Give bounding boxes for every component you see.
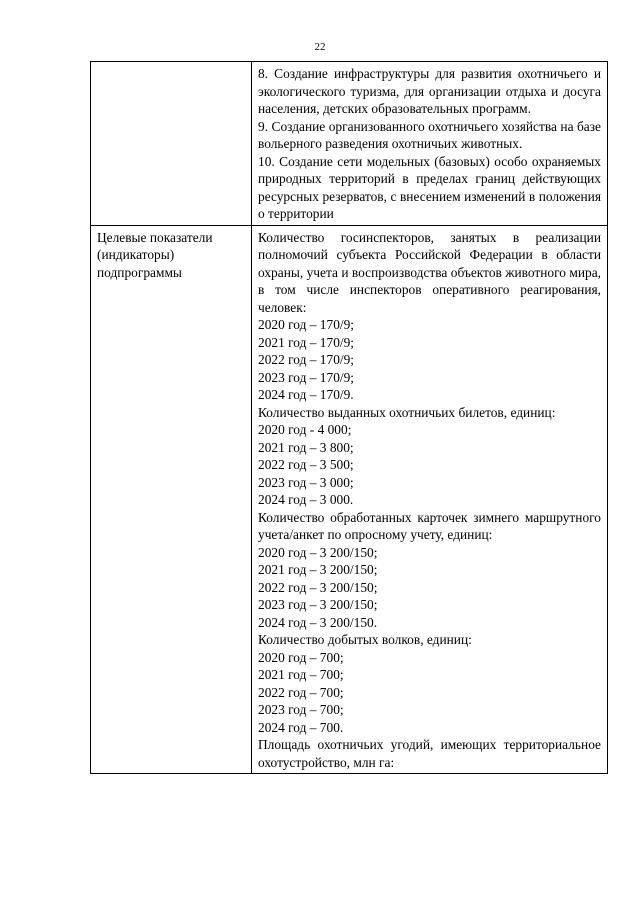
indicator-value: 2021 год – 700;	[258, 667, 344, 682]
measure-item-9: 9. Создание организованного охотничьего хозяйства на базе вольерного разведения охотничьих животных.	[258, 118, 601, 151]
indicator-title-hunting-grounds: Площадь охотничьих угодий, имеющих территориальное охотустройство, млн га:	[258, 737, 601, 770]
indicator-value: 2024 год – 700.	[258, 719, 344, 735]
indicator-value: 2022 год – 3 200/150;	[258, 579, 378, 595]
indicator-title-hunting-tickets: Количество выданных охотничьих билетов, единиц:	[258, 404, 556, 420]
table-row-measures	[91, 62, 608, 226]
indicator-value: 2023 год – 3 200/150;	[258, 597, 378, 612]
indicator-title-inspectors: Количество госинспекторов, занятых в реализации полномочий субъекта Российской Федерации в области охраны, учета и воспроизводства объектов животного мира, в том числе инспекторов оперативного реагирования, человек:	[258, 229, 601, 315]
indicator-value: 2023 год – 700;	[258, 702, 344, 717]
indicator-value: 2024 год – 170/9.	[258, 387, 354, 402]
indicator-value: 2020 год – 3 200/150;	[258, 544, 378, 560]
indicator-value: 2023 год – 170/9;	[258, 369, 355, 385]
indicator-value: 2022 год – 3 500;	[258, 457, 354, 472]
row-label-empty	[91, 62, 252, 226]
indicator-value: 2024 год – 3 000.	[258, 492, 354, 507]
indicator-value: 2022 год – 700;	[258, 684, 344, 700]
measures-cell	[252, 62, 608, 226]
measure-item-10: 10. Создание сети модельных (базовых) особо охраняемых природных территорий в пределах границ действующих ресурсных резерватов, с внесением изменений в положения о территории	[258, 153, 601, 221]
indicator-value: 2020 год – 700;	[258, 649, 344, 665]
indicator-value: 2021 год – 3 200/150;	[258, 562, 378, 577]
indicator-value: 2023 год – 3 000;	[258, 474, 354, 490]
indicator-title-winter-count: Количество обработанных карточек зимнего маршрутного учета/анкет по опросному учету, единиц:	[258, 509, 601, 542]
indicator-value: 2022 год – 170/9;	[258, 352, 355, 367]
indicator-title-wolves: Количество добытых волков, единиц:	[258, 632, 472, 647]
indicator-value: 2020 год – 170/9;	[258, 317, 355, 332]
measure-item-8: 8. Создание инфраструктуры для развития охотничьего и экологического туризма, для организации отдыха и досуга населения, детских образовательных программ.	[258, 66, 601, 116]
indicator-value: 2020 год - 4 000;	[258, 422, 352, 437]
indicator-value: 2021 год – 170/9;	[258, 334, 355, 350]
subprogram-passport-table	[90, 61, 608, 774]
indicators-label: Целевые показатели (индикаторы) подпрограммы	[91, 225, 252, 774]
indicator-value: 2024 год – 3 200/150.	[258, 614, 378, 630]
indicator-value: 2021 год – 3 800;	[258, 439, 354, 455]
table-row-indicators	[91, 225, 608, 774]
page-number: 22	[314, 41, 326, 53]
indicators-cell	[252, 225, 608, 774]
